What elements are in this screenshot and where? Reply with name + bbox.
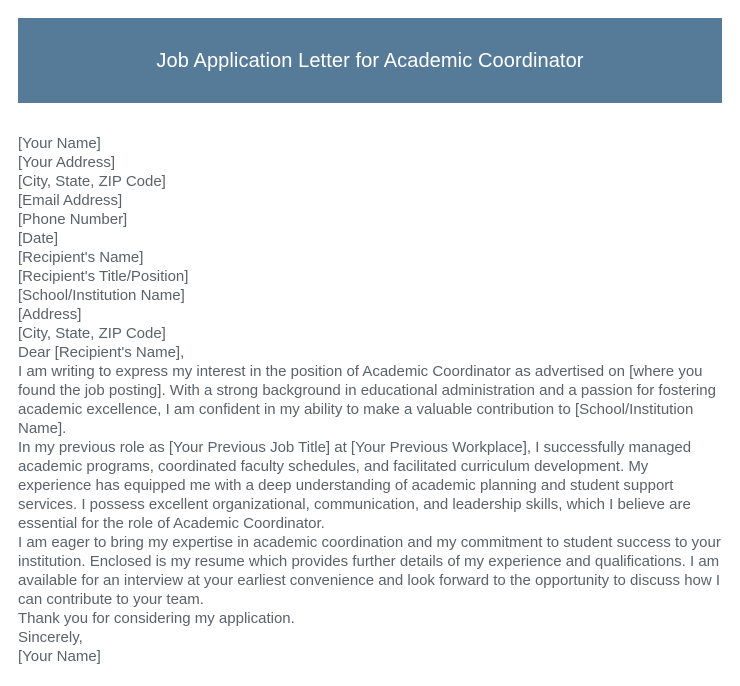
- letter-body: [18, 134, 724, 666]
- letter-line-letter_date: [Date]: [18, 230, 59, 247]
- letter-line-closing: Sincerely,: [18, 629, 83, 646]
- letter-line-paragraph_4: Thank you for considering my application.: [18, 610, 295, 627]
- letter-line-paragraph_2: In my previous role as [Your Previous Job Title] at [Your Previous Workplace], I successfully managed academic programs, coordinated faculty schedules, and facilitated curriculum development. My experience has equipped me with a deep understanding of academic planning and student support services. I possess excellent organizational, communication, and leadership skills, which I believe are essential for the role of Academic Coordinator.: [18, 439, 692, 532]
- letter-line-recipient_name: [Recipient's Name]: [18, 249, 144, 266]
- letter-line-recipient_title: [Recipient's Title/Position]: [18, 268, 189, 285]
- letter-line-recipient_address: [Address]: [18, 306, 82, 323]
- letter-line-recipient_institution: [School/Institution Name]: [18, 287, 185, 304]
- letter-line-sender_address: [Your Address]: [18, 154, 116, 171]
- letter-line-paragraph_3: I am eager to bring my expertise in academic coordination and my commitment to student success to your institution. Enclosed is my resume which provides further details of my experience and qualifications. I am available for an interview at your earliest convenience and look forward to the opportunity to discuss how I can contribute to your team.: [18, 534, 721, 608]
- page-title: Job Application Letter for Academic Coordinator: [156, 49, 584, 72]
- letter-header-banner: [18, 18, 722, 103]
- letter-line-sender_email: [Email Address]: [18, 192, 123, 209]
- letter-line-recipient_city_state_zip: [City, State, ZIP Code]: [18, 325, 166, 342]
- letter-line-sender_phone: [Phone Number]: [18, 211, 128, 228]
- letter-line-sender_city_state_zip: [City, State, ZIP Code]: [18, 173, 166, 190]
- letter-line-paragraph_1: I am writing to express my interest in the position of Academic Coordinator as advertised on [where you found the job posting]. With a strong background in educational administration and a passion for fostering academic excellence, I am confident in my ability to make a valuable contribution to [School/Institution Name].: [18, 363, 716, 437]
- letter-line-salutation: Dear [Recipient's Name],: [18, 344, 185, 361]
- letter-line-sender_name: [Your Name]: [18, 135, 101, 152]
- letter-line-signature_name: [Your Name]: [18, 648, 101, 665]
